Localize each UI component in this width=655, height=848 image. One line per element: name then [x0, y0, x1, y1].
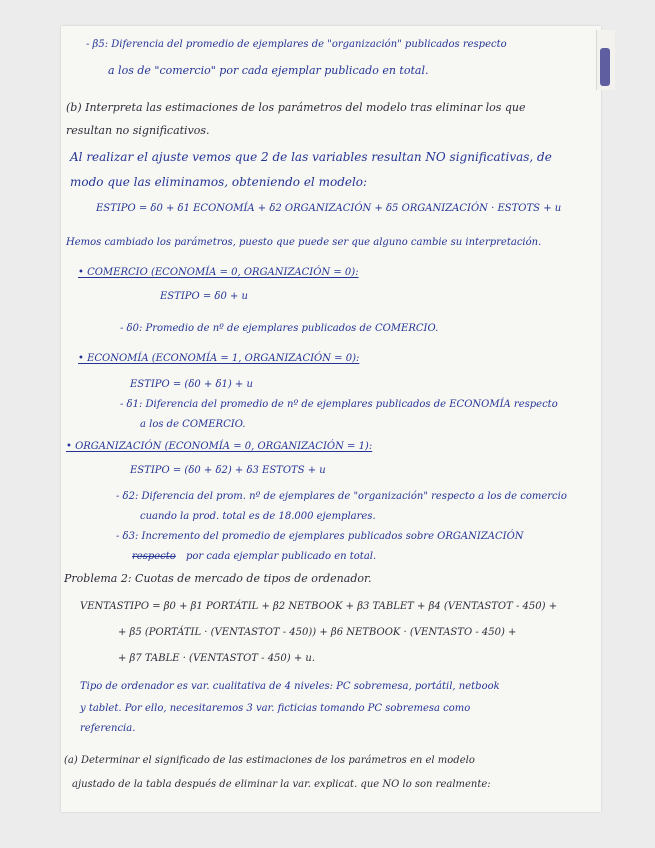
answer-intro-cont: modo que las eliminamos, obteniendo el modelo: — [70, 175, 368, 189]
question-b: (b) Interpreta las estimaciones de los parámetros del modelo tras eliminar los que — [66, 101, 526, 114]
delta3-definition: - δ3: Incremento del promedio de ejemplares publicados sobre ORGANIZACIÓN — [116, 531, 524, 542]
case-comercio-equation: ESTIPO = δ0 + u — [160, 291, 248, 302]
dummy-variables-note-cont: y tablet. Por ello, necesitaremos 3 var. ficticias tomando PC sobremesa como — [80, 703, 471, 714]
delta3-definition-cont: por cada ejemplar publicado en total. — [186, 551, 377, 562]
case-economia-equation: ESTIPO = (δ0 + δ1) + u — [130, 379, 253, 390]
delta3-strikethrough: respecto — [132, 551, 176, 562]
delta2-definition-cont: cuando la prod. total es de 18.000 ejemplares. — [140, 511, 376, 522]
problem-2-model-line2: + β5 (PORTÁTIL · (VENTASTOT - 450)) + β6 NETBOOK · (VENTASTO - 450) + — [118, 627, 517, 638]
beta5-definition-cont: a los de "comercio" por cada ejemplar publicado en total. — [108, 64, 429, 77]
delta1-definition: - δ1: Diferencia del promedio de nº de ejemplares publicados de ECONOMÍA respecto — [120, 399, 558, 410]
question-a-cont: ajustado de la tabla después de eliminar la var. explicat. que NO lo son realmente: — [72, 779, 491, 790]
case-organizacion-heading: • ORGANIZACIÓN (ECONOMÍA = 0, ORGANIZACIÓN = 1): — [66, 441, 373, 452]
question-a: (a) Determinar el significado de las estimaciones de los parámetros en el modelo — [64, 755, 475, 766]
parameter-change-note: Hemos cambiado los parámetros, puesto que puede ser que alguno cambie su interpretación. — [66, 237, 542, 248]
case-comercio-heading: • COMERCIO (ECONOMÍA = 0, ORGANIZACIÓN = 0): — [78, 267, 359, 278]
case-organizacion-equation: ESTIPO = (δ0 + δ2) + δ3 ESTOTS + u — [130, 465, 326, 476]
delta2-definition: - δ2: Diferencia del prom. nº de ejemplares de "organización" respecto a los de comercio — [116, 491, 567, 502]
dummy-variables-note: Tipo de ordenador es var. cualitativa de 4 niveles: PC sobremesa, portátil, netbook — [80, 681, 500, 692]
tab-handwriting — [600, 48, 610, 86]
problem-2-title: Problema 2: Cuotas de mercado de tipos de ordenador. — [64, 572, 372, 585]
answer-intro: Al realizar el ajuste vemos que 2 de las variables resultan NO significativas, de — [70, 150, 552, 164]
problem-2-model-line3: + β7 TABLE · (VENTASTOT - 450) + u. — [118, 653, 316, 664]
case-economia-heading: • ECONOMÍA (ECONOMÍA = 1, ORGANIZACIÓN = 0): — [78, 353, 360, 364]
reduced-model-equation: ESTIPO = δ0 + δ1 ECONOMÍA + δ2 ORGANIZACIÓN + δ5 ORGANIZACIÓN · ESTOTS + u — [96, 203, 562, 214]
delta1-definition-cont: a los de COMERCIO. — [140, 419, 246, 430]
beta5-definition: - β5: Diferencia del promedio de ejemplares de "organización" publicados respecto — [86, 39, 507, 50]
delta0-definition: - δ0: Promedio de nº de ejemplares publicados de COMERCIO. — [120, 323, 439, 334]
dummy-variables-note-end: referencia. — [80, 723, 136, 734]
question-b-cont: resultan no significativos. — [66, 124, 210, 137]
problem-2-model-line1: VENTASTIPO = β0 + β1 PORTÁTIL + β2 NETBOOK + β3 TABLET + β4 (VENTASTOT - 450) + — [80, 601, 558, 612]
